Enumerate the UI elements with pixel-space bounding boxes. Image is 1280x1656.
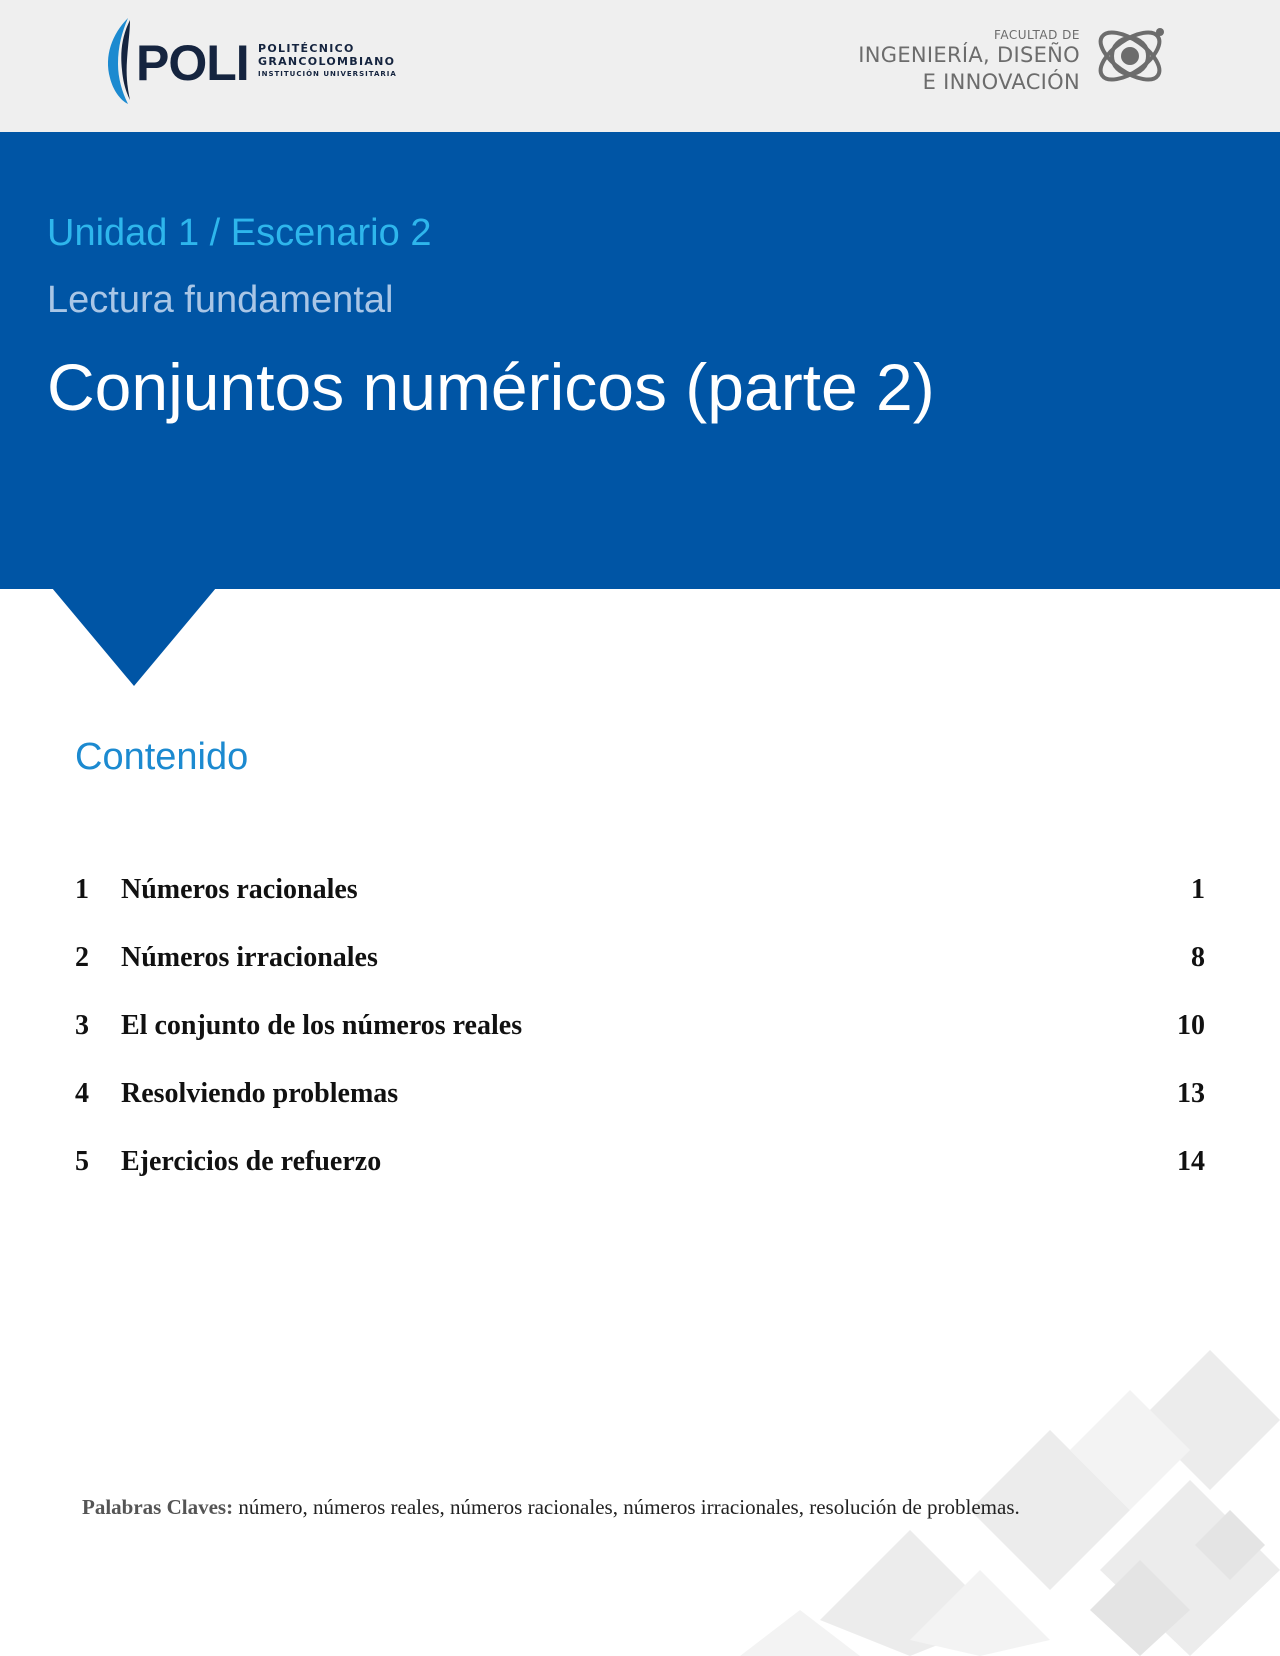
toc-item-title: Números irracionales: [121, 942, 378, 973]
decorative-diamond-pattern: [720, 1330, 1280, 1656]
poli-logo: [100, 16, 420, 106]
poli-wordmark: POLI: [136, 35, 249, 91]
poli-subtitle-line-3: INSTITUCIÓN UNIVERSITARIA: [258, 70, 397, 78]
faculty-name: [858, 28, 1080, 96]
faculty-line-2: E INNOVACIÓN: [922, 70, 1080, 94]
faculty-prefix: FACULTAD DE: [994, 28, 1080, 42]
toc-item-title: Ejercicios de refuerzo: [121, 1146, 382, 1177]
toc-item[interactable]: [75, 872, 1205, 940]
table-of-contents: [75, 872, 1205, 1212]
toc-item[interactable]: [75, 1076, 1205, 1144]
faculty-line-1: INGENIERÍA, DISEÑO: [858, 43, 1080, 67]
poli-subtitle-line-2: GRANCOLOMBIANO: [258, 55, 396, 68]
toc-item-page: 1: [1191, 874, 1205, 905]
toc-item-number: 5: [75, 1146, 89, 1177]
toc-item-number: 3: [75, 1010, 89, 1041]
header-bar: [0, 0, 1280, 132]
toc-item-number: 2: [75, 942, 89, 973]
toc-item-page: 13: [1177, 1078, 1205, 1109]
reading-type-label: Lectura fundamental: [47, 279, 394, 321]
toc-item[interactable]: [75, 940, 1205, 1008]
keywords-text: número, números reales, números racionales, números irracionales, resolución de problemas.: [238, 1495, 1020, 1519]
toc-item[interactable]: [75, 1144, 1205, 1212]
toc-item-number: 4: [75, 1078, 89, 1109]
faculty-logo: [840, 18, 1180, 108]
poli-subtitle: [258, 43, 397, 78]
toc-item-title: Resolviendo problemas: [121, 1078, 399, 1109]
unit-scenario-label: Unidad 1 / Escenario 2: [47, 212, 432, 254]
toc-item[interactable]: [75, 1008, 1205, 1076]
toc-item-title: El conjunto de los números reales: [121, 1010, 523, 1041]
toc-item-title: Números racionales: [121, 874, 358, 905]
poli-subtitle-line-1: POLITÉCNICO: [258, 42, 355, 55]
keywords-line: [82, 1495, 1020, 1520]
contents-heading: Contenido: [75, 736, 249, 778]
page-title: Conjuntos numéricos (parte 2): [47, 350, 935, 424]
toc-item-page: 14: [1177, 1146, 1205, 1177]
hero-pointer-triangle: [52, 588, 216, 686]
poli-swoosh-icon: [100, 16, 140, 106]
toc-item-page: 10: [1177, 1010, 1205, 1041]
toc-item-page: 8: [1191, 942, 1205, 973]
keywords-label: Palabras Claves:: [82, 1495, 234, 1519]
toc-item-number: 1: [75, 874, 89, 905]
atom-icon: [1090, 18, 1170, 94]
